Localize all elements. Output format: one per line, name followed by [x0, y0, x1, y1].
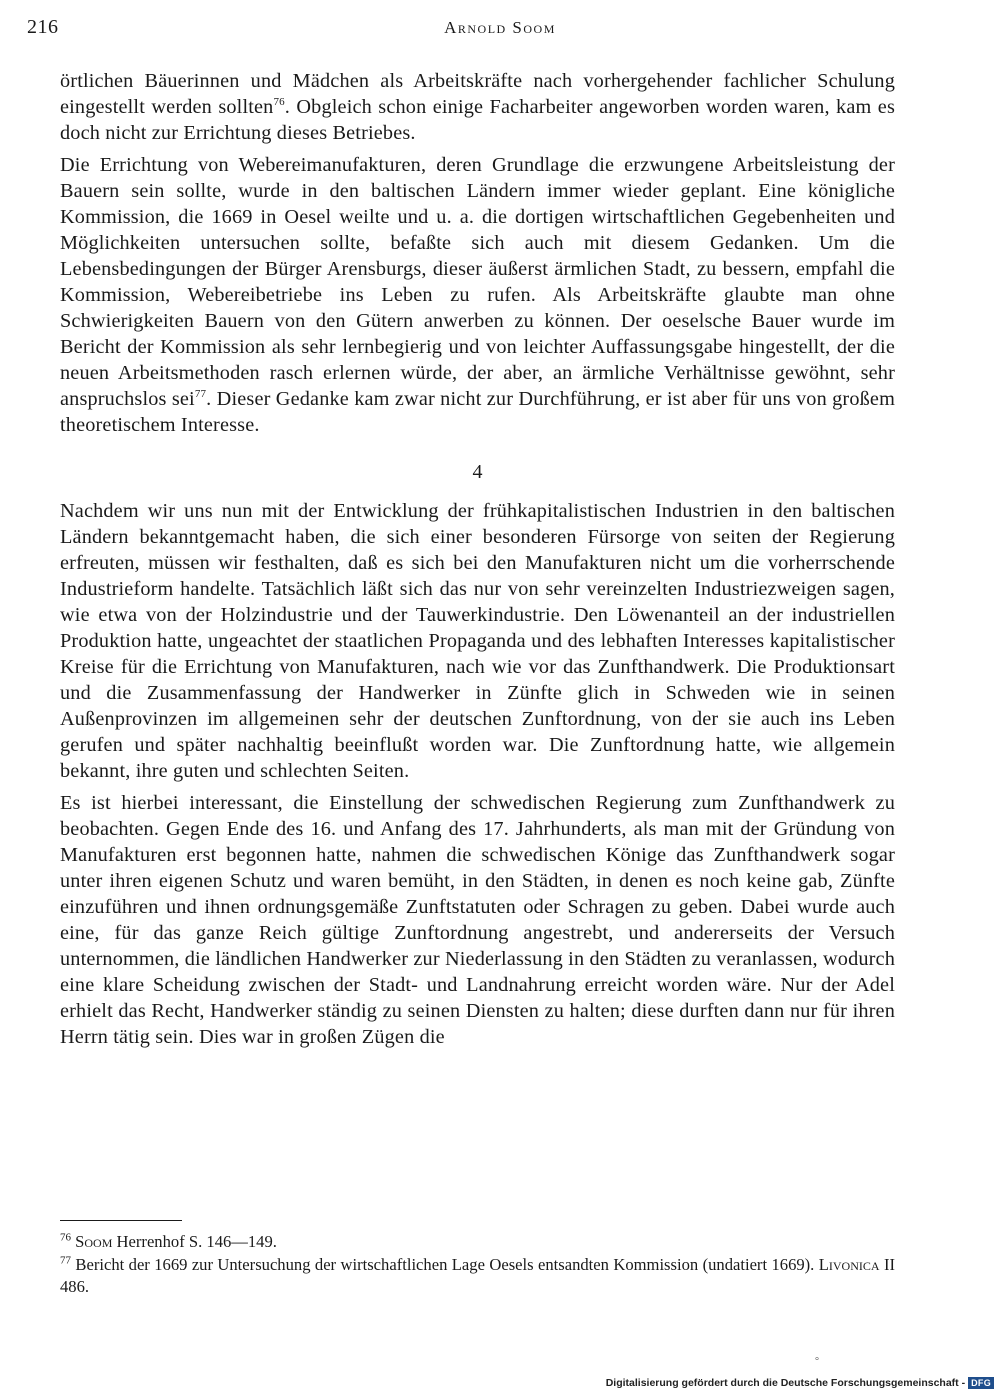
digitization-credit[interactable] — [606, 1377, 994, 1389]
footnote-ref-77[interactable]: 77 — [194, 388, 207, 401]
paragraph-1-text: örtlichen Bäuerinnen und Mädchen als Arbeitskräfte nach vorhergehender fachlicher Schulung eingestellt werden sollten — [60, 70, 895, 118]
page-number: 216 — [27, 16, 59, 38]
paragraph-1-rest: . Obgleich schon einige Facharbeiter angeworben worden waren, kam es doch nicht zur Errichtung dieses Betriebes. — [60, 96, 895, 144]
footnote-source: Livonica — [818, 1255, 880, 1274]
footnote-author: Soom — [75, 1232, 113, 1251]
paragraph-2-rest: . Dieser Gedanke kam zwar nicht zur Durchführung, er ist aber für uns von großem theoretischem Interesse. — [60, 388, 895, 436]
footnotes — [60, 1220, 895, 1299]
scan-mark: ° — [815, 1356, 819, 1367]
paragraph-4: Es ist hierbei interessant, die Einstellung der schwedischen Regierung zum Zunfthandwerk zu beobachten. Gegen Ende des 16. und Anfang des 17. Jahrhunderts, als man mit der Gründung von Manufakturen erst begonnen hatte, nahmen die schwedischen Könige das Zunfthandwerk sogar unter ihren eigenen Schutz und waren bemüht, in den Städten, in denen es noch keine gab, Zünfte einzuführen und ihnen ordnungsgemäße Zunftstatuten oder Schragen zu geben. Dabei wurde auch eine, für das ganze Reich gültige Zunftordnung angestrebt, und andererseits der Versuch unternommen, die ländlichen Handwerker zur Niederlassung in den Städten zu veranlassen, wodurch eine klare Scheidung zwischen der Stadt- und Landnahrung erreicht worden wäre. Nur der Adel erhielt das Recht, Handwerker ständig zu seinen Diensten zu halten; diese durften dann nur für ihren Herrn tätig sein. Dies war in großen Zügen die — [60, 792, 895, 1048]
footnote-text: Bericht der 1669 zur Untersuchung der wirtschaftlichen Lage Oesels entsandten Kommission (undatiert 1669). — [71, 1255, 819, 1274]
digitization-text: Digitalisierung gefördert durch die Deutsche Forschungsgemeinschaft - — [605, 1377, 966, 1389]
footnote-ref-76[interactable]: 76 — [273, 96, 285, 109]
footnote-text: Herrenhof S. 146—149. — [112, 1232, 277, 1251]
section-number: 4 — [472, 461, 483, 483]
footnote-source-rest: II 486. — [60, 1255, 895, 1296]
dfg-logo-icon: DFG — [968, 1377, 994, 1389]
running-title: Arnold Soom — [444, 18, 556, 37]
footnote-number: 76 — [60, 1231, 71, 1244]
footnote-77 — [60, 1254, 895, 1298]
paragraph-3: Nachdem wir uns nun mit der Entwicklung der frühkapitalistischen Industrien in den baltischen Ländern bekanntgemacht haben, die sich einer besonderen Fürsorge von seiten der Regierung erfreuten, müssen wir festhalten, daß es sich bei den Manufakturen nicht um die vorherrschende Industrieform handelte. Tatsächlich läßt sich das nur von sehr vereinzelten Industriezweigen sagen, wie etwa von der Holzindustrie und der Tauwerkindustrie. Den Löwenanteil an der industriellen Produktion hatte, ungeachtet der staatlichen Propaganda und des lebhaften Interesses kapitalistischer Kreise für die Errichtung von Manufakturen, nach wie vor das Zunfthandwerk. Die Produktionsart und die Zusammenfassung der Handwerker in Zünfte glich in Schweden wie in seinen Außenprovinzen im allgemeinen sehr der deutschen Zunftordnung, von der sie auch ins Leben gerufen und später nachhaltig beeinflußt worden war. Die Zunftordnung hatte, wie allgemein bekannt, ihre guten und schlechten Seiten. — [60, 500, 895, 782]
footnote-number: 77 — [60, 1254, 71, 1267]
paragraph-2-text: Die Errichtung von Webereimanufakturen, deren Grundlage die erzwungene Arbeitsleistung der Bauern sein sollte, wurde in den baltischen Ländern immer wieder geplant. Eine königliche Kommission, die 1669 in Oesel weilte und u. a. die dortigen wirtschaftlichen Gegebenheiten und Möglichkeiten untersuchen sollte, befaßte sich auch mit diesem Gedanken. Um die Lebensbedingungen der Bürger Arensburgs, dieser äußerst ärmlichen Stadt, zu bessern, empfahl die Kommission, Webereibetriebe ins Leben zu rufen. Als Arbeitskräfte glaubte man ohne Schwierigkeiten Bauern von den Gütern anwerben zu können. Der oeselsche Bauer wurde im Bericht der Kommission als sehr lernbegierig und von leichter Auffassungsgabe hingestellt, der die neuen Arbeitsmethoden rasch erlernen würde, der aber, an ärmliche Verhältnisse gewöhnt, sehr anspruchslos sei — [60, 154, 895, 410]
paragraph-2 — [60, 152, 895, 438]
paragraph-1 — [60, 68, 895, 146]
footnote-rule — [60, 1220, 182, 1221]
footnote-76 — [60, 1231, 895, 1253]
body-text — [60, 68, 895, 1056]
